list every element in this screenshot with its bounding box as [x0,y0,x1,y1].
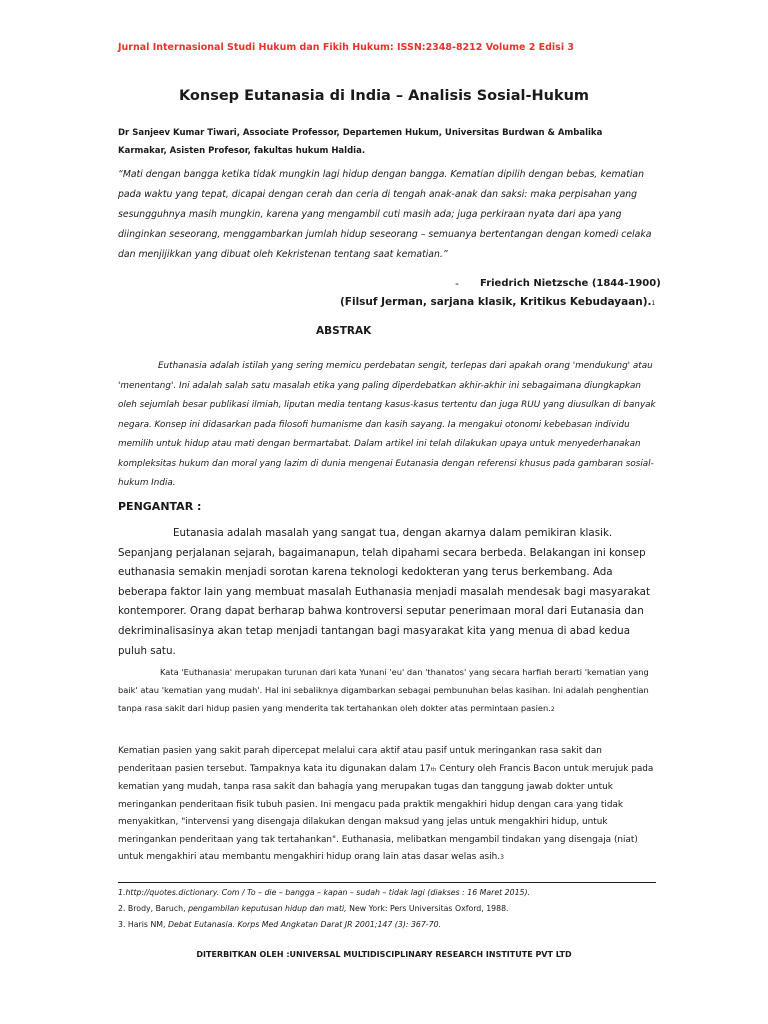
history-text-before: Kematian pasien yang sakit parah dipercepat melalui cara aktif atau pasif untuk meringankan rasa sakit dan penderitaan pasien tersebut. Tampaknya kata itu digunakan dalam 17 [118,746,602,774]
epigraph-quote: “Mati dengan bangga ketika tidak mungkin lagi hidup dengan bangga. Kematian dipilih dengan bebas, kematian pada waktu yang tepat, dicapai dengan cerah dan ceria di tengah anak-anak dan saksi: maka perpisahan yang sesungguhnya masih mungkin, karena yang mengambil cuti masih ada; juga perkiraan nyata dari apa yang diinginkan seseorang, menggambarkan jumlah hidup seseorang – semuanya bertentangan dengan komedi celaka dan menjijikkan yang dibuat oleh Kekristenan tentang saat kematian.” [118,169,652,260]
definition-paragraph [118,664,658,718]
footnote-2-tail: New York: Pers Universitas Oxford, 1988. [346,904,509,913]
history-paragraph [118,743,658,867]
publisher-footer: DITERBITKAN OLEH :UNIVERSAL MULTIDISCIPLINARY RESEARCH INSTITUTE PVT LTD [196,950,572,959]
footnote-marker-3: 3 [500,854,504,861]
author-affiliations: Dr Sanjeev Kumar Tiwari, Associate Professor, Departemen Hukum, Universitas Burdwan & Ambalika Karmakar, Asisten Profesor, fakultas hukum Haldia. [118,128,603,156]
ordinal-suffix: th [430,766,437,773]
footnotes [118,885,658,933]
footnote-marker-1: 1 [651,300,656,307]
footnote-divider [118,882,656,883]
epigraph-author: Friedrich Nietzsche (1844-1900) [480,278,661,289]
article-title: Konsep Eutanasia di India – Analisis Sosial-Hukum [178,88,590,104]
footnote-1 [118,885,658,901]
footnote-3-plain: 3. Haris NM, [118,920,168,929]
epigraph-role-text: (Filsuf Jerman, sarjana klasik, Kritikus Kebudayaan). [340,296,652,308]
journal-header: Jurnal Internasional Studi Hukum dan Fikih Hukum: ISSN:2348-8212 Volume 2 Edisi 3 [118,42,575,53]
abstract-text: Euthanasia adalah istilah yang sering memicu perdebatan sengit, terlepas dari apakah orang 'mendukung' atau 'menentang'. Ini adalah salah satu masalah etika yang paling diperdebatkan akhir-akhir ini sebagaimana diungkapkan oleh sejumlah besar publikasi ilmiah, liputan media tentang kasus-kasus tertentu dan juga RUU yang diusulkan di banyak negara. Konsep ini didasarkan pada filosofi humanisme dan kasih sayang. Ia mengakui otonomi kebebasan individu memilih untuk hidup atau mati dengan bermartabat. Dalam artikel ini telah dilakukan upaya untuk menyederhanakan kompleksitas hukum dan moral yang lazim di dunia mengenai Eutanasia dengan referensi khusus pada gambaran sosial-hukum India. [118,361,656,488]
footnote-1-italic: 1.http://quotes.dictionary. Com / To – die – bangga – kapan – sudah – tidak lagi (diakses : 16 Maret 2015). [118,888,531,897]
footnote-3-italic: Debat Eutanasia. Korps Med Angkatan Darat JR 2001;147 (3): 367-70. [168,920,442,929]
abstract-body [118,357,658,494]
footnote-2 [118,901,658,917]
intro-text: Eutanasia adalah masalah yang sangat tua, dengan akarnya dalam pemikiran klasik. Sepanjang perjalanan sejarah, bagaimanapun, telah dipahami secara berbeda. Belakangan ini konsep euthanasia semakin menjadi sorotan karena teknologi kedokteran yang terus berkembang. Ada beberapa faktor lain yang membuat masalah Euthanasia menjadi masalah mendesak bagi masyarakat kontemporer. Orang dapat berharap bahwa kontroversi seputar penerimaan moral dari Eutanasia dan dekriminalisasinya akan tetap menjadi tantangan bagi masyarakat kita yang menua di abad kedua puluh satu. [118,527,651,657]
definition-text: Kata 'Euthanasia' merupakan turunan dari kata Yunani 'eu' dan 'thanatos' yang secara harfiah berarti 'kematian yang baik' atau 'kematian yang mudah'. Hal ini sebaliknya digambarkan sebagai pembunuhan belas kasihan. Ini adalah penghentian tanpa rasa sakit dari hidup pasien yang menderita tak tertahankan oleh dokter atas permintaan pasien. [118,667,649,713]
abstract-heading: ABSTRAK [316,325,372,337]
history-text-after: Century oleh Francis Bacon untuk merujuk pada kematian yang mudah, tanpa rasa sakit dan bahagia yang merupakan tugas dan tanggung jawab dokter untuk meringankan penderitaan fisik tubuh pasien. Ini mengacu pada praktik mengakhiri hidup dengan cara yang tidak menyakitkan, "intervensi yang disengaja dilakukan dengan maksud yang jelas untuk mengakhiri hidup, untuk meringankan penderitaan yang tak tertahankan". Euthanasia, melibatkan mengambil tindakan yang disengaja (niat) untuk mengakhiri atau membantu mengakhiri hidup orang lain atas dasar welas asih. [118,763,654,862]
footnote-3 [118,917,658,933]
footnote-marker-2: 2 [550,705,555,713]
footnote-2-plain: 2. Brody, Baruch, [118,904,189,913]
intro-heading: PENGANTAR : [118,500,202,513]
attribution-dash: - [455,277,459,290]
epigraph-author-role [340,296,655,308]
footnote-2-italic: pengambilan keputusan hidup dan mati, [188,904,347,913]
intro-body [118,524,658,661]
